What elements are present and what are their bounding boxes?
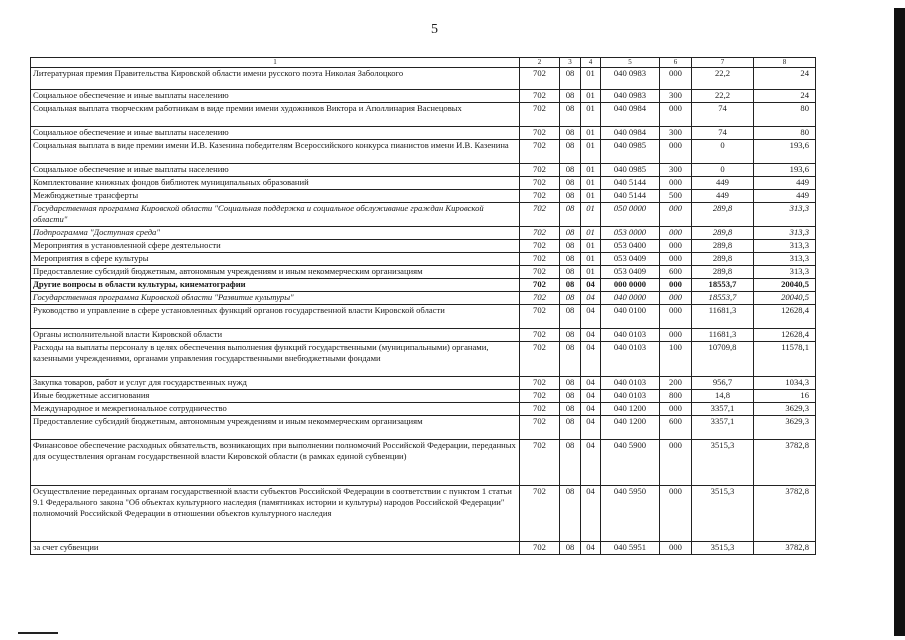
row-name: Международное и межрегиональное сотрудничество (31, 403, 520, 416)
amount-year-1: 18553,7 (692, 292, 754, 305)
expense-type-code: 000 (660, 240, 692, 253)
row-name: Социальная выплата творческим работникам в виде премии имени художников Виктора и Аполлинария Васнецовых (31, 103, 520, 127)
section-code: 08 (560, 403, 581, 416)
amount-year-1: 956,7 (692, 377, 754, 390)
table-row (31, 90, 816, 103)
amount-year-2: 449 (754, 190, 816, 203)
expense-type-code: 000 (660, 140, 692, 164)
amount-year-2: 3629,3 (754, 403, 816, 416)
subsection-code: 04 (581, 416, 601, 440)
amount-year-2: 313,3 (754, 203, 816, 227)
page-number: 5 (431, 22, 438, 37)
amount-year-2: 24 (754, 68, 816, 90)
target-item-code: 040 1200 (601, 403, 660, 416)
section-code: 08 (560, 253, 581, 266)
ministry-code: 702 (520, 342, 560, 377)
table-row (31, 103, 816, 127)
table-row (31, 164, 816, 177)
subsection-code: 04 (581, 329, 601, 342)
ministry-code: 702 (520, 486, 560, 542)
expense-type-code: 600 (660, 416, 692, 440)
expense-type-code: 100 (660, 342, 692, 377)
ministry-code: 702 (520, 403, 560, 416)
amount-year-1: 3357,1 (692, 416, 754, 440)
subsection-code: 01 (581, 140, 601, 164)
target-item-code: 053 0000 (601, 227, 660, 240)
ministry-code: 702 (520, 253, 560, 266)
amount-year-2: 20040,5 (754, 279, 816, 292)
amount-year-1: 18553,7 (692, 279, 754, 292)
section-code: 08 (560, 329, 581, 342)
table-row (31, 68, 816, 90)
amount-year-2: 3782,8 (754, 440, 816, 486)
expense-type-code: 300 (660, 164, 692, 177)
amount-year-1: 449 (692, 190, 754, 203)
table-row (31, 542, 816, 555)
subsection-code: 01 (581, 190, 601, 203)
row-name: Социальная выплата в виде премии имени И.В. Казенина победителям Всероссийского конкурса пианистов имени И.В. Казенина (31, 140, 520, 164)
column-header: 1 (31, 58, 520, 68)
subsection-code: 01 (581, 203, 601, 227)
row-name: Финансовое обеспечение расходных обязательств, возникающих при выполнении полномочий Российской Федерации, переданных для осуществления органам государственной власти Кировской области (в рамках единой субвенции) (31, 440, 520, 486)
table-row (31, 190, 816, 203)
ministry-code: 702 (520, 305, 560, 329)
amount-year-1: 0 (692, 164, 754, 177)
subsection-code: 04 (581, 292, 601, 305)
amount-year-2: 12628,4 (754, 329, 816, 342)
target-item-code: 040 0983 (601, 90, 660, 103)
subsection-code: 01 (581, 68, 601, 90)
target-item-code: 040 1200 (601, 416, 660, 440)
target-item-code: 040 5144 (601, 190, 660, 203)
amount-year-2: 16 (754, 390, 816, 403)
table-row (31, 127, 816, 140)
subsection-code: 04 (581, 403, 601, 416)
subsection-code: 04 (581, 342, 601, 377)
section-code: 08 (560, 292, 581, 305)
ministry-code: 702 (520, 203, 560, 227)
target-item-code: 053 0409 (601, 253, 660, 266)
section-code: 08 (560, 440, 581, 486)
target-item-code: 040 0103 (601, 377, 660, 390)
amount-year-2: 3782,8 (754, 486, 816, 542)
subsection-code: 01 (581, 177, 601, 190)
target-item-code: 040 0984 (601, 103, 660, 127)
section-code: 08 (560, 227, 581, 240)
target-item-code: 040 5951 (601, 542, 660, 555)
target-item-code: 040 5900 (601, 440, 660, 486)
expense-type-code: 000 (660, 279, 692, 292)
ministry-code: 702 (520, 177, 560, 190)
row-name: Органы исполнительной власти Кировской области (31, 329, 520, 342)
column-header: 8 (754, 58, 816, 68)
row-name: Предоставление субсидий бюджетным, автономным учреждениям и иным некоммерческим организациям (31, 266, 520, 279)
row-name: Межбюджетные трансферты (31, 190, 520, 203)
section-code: 08 (560, 342, 581, 377)
target-item-code: 040 0984 (601, 127, 660, 140)
ministry-code: 702 (520, 329, 560, 342)
amount-year-1: 289,8 (692, 253, 754, 266)
section-code: 08 (560, 266, 581, 279)
expense-type-code: 000 (660, 227, 692, 240)
subsection-code: 04 (581, 279, 601, 292)
section-code: 08 (560, 377, 581, 390)
row-name: Социальное обеспечение и иные выплаты населению (31, 127, 520, 140)
row-name: Мероприятия в установленной сфере деятельности (31, 240, 520, 253)
subsection-code: 04 (581, 440, 601, 486)
ministry-code: 702 (520, 279, 560, 292)
row-name: Руководство и управление в сфере установленных функций органов государственной власти Кировской области (31, 305, 520, 329)
row-name: Социальное обеспечение и иные выплаты населению (31, 90, 520, 103)
row-name: Другие вопросы в области культуры, кинематографии (31, 279, 520, 292)
section-code: 08 (560, 203, 581, 227)
target-item-code: 040 5144 (601, 177, 660, 190)
amount-year-2: 80 (754, 127, 816, 140)
amount-year-2: 449 (754, 177, 816, 190)
amount-year-2: 1034,3 (754, 377, 816, 390)
target-item-code: 040 0985 (601, 164, 660, 177)
section-code: 08 (560, 305, 581, 329)
amount-year-1: 11681,3 (692, 329, 754, 342)
target-item-code: 040 0103 (601, 329, 660, 342)
target-item-code: 040 0985 (601, 140, 660, 164)
section-code: 08 (560, 240, 581, 253)
table-row (31, 292, 816, 305)
amount-year-1: 449 (692, 177, 754, 190)
row-name: за счет субвенции (31, 542, 520, 555)
amount-year-1: 3515,3 (692, 440, 754, 486)
target-item-code: 053 0400 (601, 240, 660, 253)
section-code: 08 (560, 103, 581, 127)
table-row (31, 416, 816, 440)
section-code: 08 (560, 390, 581, 403)
target-item-code: 040 0103 (601, 390, 660, 403)
subsection-code: 01 (581, 127, 601, 140)
row-name: Социальное обеспечение и иные выплаты населению (31, 164, 520, 177)
amount-year-2: 80 (754, 103, 816, 127)
amount-year-2: 20040,5 (754, 292, 816, 305)
amount-year-1: 289,8 (692, 203, 754, 227)
row-name: Подпрограмма "Доступная среда" (31, 227, 520, 240)
ministry-code: 702 (520, 292, 560, 305)
column-header: 4 (581, 58, 601, 68)
amount-year-2: 313,3 (754, 253, 816, 266)
section-code: 08 (560, 542, 581, 555)
target-item-code: 040 0983 (601, 68, 660, 90)
row-name: Мероприятия в сфере культуры (31, 253, 520, 266)
subsection-code: 04 (581, 542, 601, 555)
row-name: Закупка товаров, работ и услуг для государственных нужд (31, 377, 520, 390)
ministry-code: 702 (520, 377, 560, 390)
amount-year-1: 0 (692, 140, 754, 164)
budget-table-body (31, 58, 816, 555)
ministry-code: 702 (520, 164, 560, 177)
table-row (31, 203, 816, 227)
amount-year-1: 3357,1 (692, 403, 754, 416)
expense-type-code: 600 (660, 266, 692, 279)
ministry-code: 702 (520, 140, 560, 164)
expense-type-code: 000 (660, 68, 692, 90)
section-code: 08 (560, 90, 581, 103)
column-number-header-row (31, 58, 816, 68)
subsection-code: 04 (581, 305, 601, 329)
row-name: Расходы на выплаты персоналу в целях обеспечения выполнения функций государственными (муниципальными) органами, казенными учреждениями, органами управления государственными внебюджетными фондами (31, 342, 520, 377)
row-name: Предоставление субсидий бюджетным, автономным учреждениям и иным некоммерческим организациям (31, 416, 520, 440)
target-item-code: 040 0000 (601, 292, 660, 305)
ministry-code: 702 (520, 227, 560, 240)
ministry-code: 702 (520, 103, 560, 127)
target-item-code: 040 5950 (601, 486, 660, 542)
amount-year-2: 193,6 (754, 140, 816, 164)
column-header: 7 (692, 58, 754, 68)
section-code: 08 (560, 127, 581, 140)
expense-type-code: 000 (660, 177, 692, 190)
subsection-code: 01 (581, 227, 601, 240)
amount-year-2: 11578,1 (754, 342, 816, 377)
expense-type-code: 000 (660, 329, 692, 342)
table-row (31, 253, 816, 266)
expense-type-code: 000 (660, 203, 692, 227)
target-item-code: 000 0000 (601, 279, 660, 292)
row-name: Иные бюджетные ассигнования (31, 390, 520, 403)
expense-type-code: 000 (660, 253, 692, 266)
section-code: 08 (560, 190, 581, 203)
table-row (31, 266, 816, 279)
table-row (31, 227, 816, 240)
section-code: 08 (560, 140, 581, 164)
table-row (31, 403, 816, 416)
ministry-code: 702 (520, 190, 560, 203)
amount-year-1: 289,8 (692, 266, 754, 279)
target-item-code: 040 0100 (601, 305, 660, 329)
expense-type-code: 300 (660, 127, 692, 140)
amount-year-1: 14,8 (692, 390, 754, 403)
amount-year-1: 3515,3 (692, 542, 754, 555)
expense-type-code: 300 (660, 90, 692, 103)
table-row (31, 486, 816, 542)
table-row (31, 440, 816, 486)
expense-type-code: 000 (660, 542, 692, 555)
ministry-code: 702 (520, 266, 560, 279)
table-row (31, 342, 816, 377)
row-name: Комплектование книжных фондов библиотек муниципальных образований (31, 177, 520, 190)
expense-type-code: 500 (660, 190, 692, 203)
target-item-code: 040 0103 (601, 342, 660, 377)
column-header: 5 (601, 58, 660, 68)
amount-year-1: 22,2 (692, 90, 754, 103)
table-row (31, 305, 816, 329)
scan-edge-bar (894, 8, 905, 636)
amount-year-2: 3782,8 (754, 542, 816, 555)
subsection-code: 01 (581, 90, 601, 103)
amount-year-1: 3515,3 (692, 486, 754, 542)
table-row (31, 329, 816, 342)
budget-table (30, 57, 816, 555)
row-name: Государственная программа Кировской области "Развитие культуры" (31, 292, 520, 305)
amount-year-1: 74 (692, 127, 754, 140)
amount-year-2: 313,3 (754, 227, 816, 240)
subsection-code: 04 (581, 377, 601, 390)
amount-year-2: 24 (754, 90, 816, 103)
section-code: 08 (560, 486, 581, 542)
column-header: 3 (560, 58, 581, 68)
ministry-code: 702 (520, 90, 560, 103)
amount-year-1: 10709,8 (692, 342, 754, 377)
expense-type-code: 800 (660, 390, 692, 403)
expense-type-code: 000 (660, 403, 692, 416)
table-row (31, 177, 816, 190)
ministry-code: 702 (520, 127, 560, 140)
amount-year-1: 289,8 (692, 227, 754, 240)
expense-type-code: 000 (660, 292, 692, 305)
section-code: 08 (560, 68, 581, 90)
table-row (31, 140, 816, 164)
target-item-code: 050 0000 (601, 203, 660, 227)
section-code: 08 (560, 416, 581, 440)
amount-year-2: 313,3 (754, 266, 816, 279)
column-header: 6 (660, 58, 692, 68)
row-name: Государственная программа Кировской области "Социальная поддержка и социальное обслуживание граждан Кировской области" (31, 203, 520, 227)
subsection-code: 04 (581, 390, 601, 403)
amount-year-2: 12628,4 (754, 305, 816, 329)
amount-year-2: 313,3 (754, 240, 816, 253)
amount-year-2: 3629,3 (754, 416, 816, 440)
subsection-code: 01 (581, 103, 601, 127)
amount-year-1: 11681,3 (692, 305, 754, 329)
row-name: Литературная премия Правительства Кировской области имени русского поэта Николая Заболоцкого (31, 68, 520, 90)
ministry-code: 702 (520, 390, 560, 403)
ministry-code: 702 (520, 440, 560, 486)
amount-year-1: 289,8 (692, 240, 754, 253)
section-code: 08 (560, 177, 581, 190)
table-row (31, 279, 816, 292)
footer-rule (18, 632, 58, 634)
amount-year-1: 74 (692, 103, 754, 127)
table-row (31, 390, 816, 403)
ministry-code: 702 (520, 68, 560, 90)
expense-type-code: 000 (660, 486, 692, 542)
expense-type-code: 000 (660, 305, 692, 329)
column-header: 2 (520, 58, 560, 68)
row-name: Осуществление переданных органам государственной власти субъектов Российской Федерации в соответствии с пунктом 1 статьи 9.1 Федерального закона "Об объектах культурного наследия (памятниках истории и культуры) народов Российской Федерации" полномочий Российской Федерации в отношении объектов культурного наследия (31, 486, 520, 542)
target-item-code: 053 0409 (601, 266, 660, 279)
subsection-code: 01 (581, 164, 601, 177)
expense-type-code: 000 (660, 440, 692, 486)
amount-year-1: 22,2 (692, 68, 754, 90)
expense-type-code: 200 (660, 377, 692, 390)
section-code: 08 (560, 164, 581, 177)
ministry-code: 702 (520, 542, 560, 555)
ministry-code: 702 (520, 416, 560, 440)
ministry-code: 702 (520, 240, 560, 253)
subsection-code: 01 (581, 240, 601, 253)
subsection-code: 04 (581, 486, 601, 542)
section-code: 08 (560, 279, 581, 292)
expense-type-code: 000 (660, 103, 692, 127)
table-row (31, 377, 816, 390)
subsection-code: 01 (581, 266, 601, 279)
table-row (31, 240, 816, 253)
subsection-code: 01 (581, 253, 601, 266)
amount-year-2: 193,6 (754, 164, 816, 177)
